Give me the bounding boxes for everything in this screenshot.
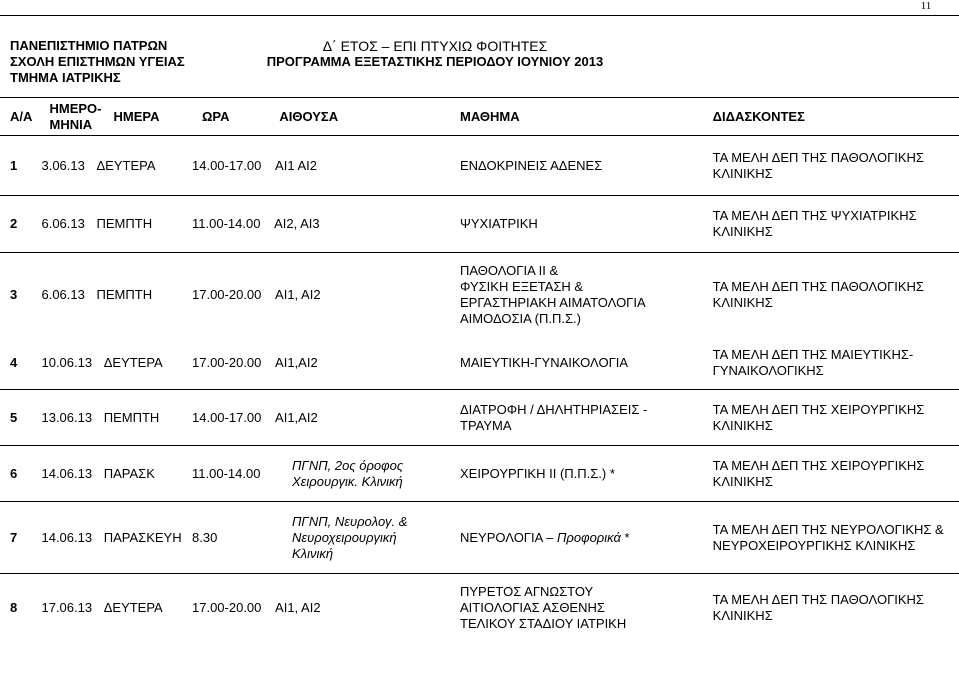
col-day: ΗΜΕΡΑ (101, 98, 202, 136)
row-number: 8 (10, 599, 18, 615)
row-date-day (37, 446, 202, 502)
row-time: 11.00-14.00 (192, 465, 261, 481)
row-course (432, 574, 679, 642)
row-time-room (192, 390, 432, 446)
row-room: ΑΙ1,ΑΙ2 (275, 355, 318, 371)
row-room: ΑΙ1,ΑΙ2 (275, 409, 318, 425)
row-time: 17.00-20.00 (192, 287, 262, 303)
course-line: ΠΥΡΕΤΟΣ ΑΓΝΩΣΤΟΥ (460, 583, 594, 599)
row-teachers: ΤΑ ΜΕΛΗ ΔΕΠ ΤΗΣ ΧΕΙΡΟΥΡΓΙΚΗΣ ΚΛΙΝΙΚΗΣ (679, 446, 959, 502)
row-room: ΑΙ1, ΑΙ2 (275, 287, 321, 303)
row-date: 14.06.13 (41, 465, 93, 481)
course-line: ΤΕΛΙΚΟΥ ΣΤΑΔΙΟΥ ΙΑΤΡΙΚΗ (460, 615, 627, 631)
year-title: Δ΄ ΕΤΟΣ – ΕΠΙ ΠΤΥΧΙΩ ΦΟΙΤΗΤΕΣ (322, 38, 548, 54)
row-room: ΑΙ1, ΑΙ2 (275, 599, 321, 615)
row-number: 2 (0, 196, 37, 253)
exam-period-title: ΠΡΟΓΡΑΜΜΑ ΕΞΕΤΑΣΤΙΚΗΣ ΠΕΡΙΟΔΟΥ ΙΟΥΝΙΟΥ 2013 (266, 54, 604, 69)
row-time: 11.00-14.00 (192, 216, 261, 231)
table-row (0, 338, 959, 390)
course-sep: – (542, 529, 557, 545)
col-teachers: ΔΙΔΑΣΚΟΝΤΕΣ (679, 98, 959, 136)
row-course: ΨΥΧΙΑΤΡΙΚΗ (432, 196, 679, 253)
row-day: ΔΕΥΤΕΡΑ (103, 599, 163, 615)
row-time-room (192, 338, 432, 390)
row-room: ΠΓΝΠ, 2ος όροφος Χειρουργικ. Κλινική (292, 457, 404, 489)
col-room: ΑΙΘΟΥΣΑ (269, 98, 432, 136)
table-row (0, 390, 959, 446)
col-course: ΜΑΘΗΜΑ (432, 98, 679, 136)
row-number: 1 (0, 136, 37, 196)
row-day: ΠΑΡΑΣΚ (103, 465, 155, 481)
course-mark: * (609, 465, 615, 481)
row-date-day (37, 502, 202, 574)
row-date-day (37, 253, 202, 338)
row-course: ΜΑΙΕΥΤΙΚΗ-ΓΥΝΑΙΚΟΛΟΓΙΑ (432, 338, 679, 390)
table-row (0, 136, 959, 196)
row-date-day (37, 136, 202, 196)
course-name: ΝΕΥΡΟΛΟΓΙΑ (460, 529, 543, 545)
row-course: ΕΝΔΟΚΡΙΝΕΙΣ ΑΔΕΝΕΣ (432, 136, 679, 196)
row-course (432, 446, 679, 502)
row-number: 5 (0, 390, 37, 446)
col-time: ΩΡΑ (202, 98, 269, 136)
row-time-room (192, 136, 432, 196)
exam-schedule-table (0, 97, 959, 642)
course-name: ΧΕΙΡΟΥΡΓΙΚΗ ΙΙ (Π.Π.Σ.) (460, 465, 607, 481)
table-row (0, 502, 959, 574)
row-number: 7 (0, 502, 37, 574)
row-time: 14.00-17.00 (192, 157, 262, 173)
row-day: ΔΕΥΤΕΡΑ (96, 157, 156, 173)
university-name: ΠΑΝΕΠΙΣΤΗΜΙΟ ΠΑΤΡΩΝ (10, 38, 168, 53)
row-course (432, 253, 679, 338)
row-date: 6.06.13 (41, 216, 85, 231)
institution-header (10, 38, 185, 86)
document-title (230, 38, 640, 70)
table-row (0, 446, 959, 502)
course-line: ΑΙΤΙΟΛΟΓΙΑΣ ΑΣΘΕΝΗΣ (460, 599, 605, 615)
course-line: ΠΑΘΟΛΟΓΙΑ ΙΙ & (460, 263, 559, 279)
col-date (37, 98, 101, 136)
row-date: 10.06.13 (41, 355, 93, 371)
row-time-room (192, 574, 432, 642)
row-time-room (192, 446, 432, 502)
row-course: ΔΙΑΤΡΟΦΗ / ΔΗΛΗΤΗΡΙΑΣΕΙΣ - ΤΡΑΥΜΑ (432, 390, 679, 446)
row-teachers: ΤΑ ΜΕΛΗ ΔΕΠ ΤΗΣ ΠΑΘΟΛΟΓΙΚΗΣ ΚΛΙΝΙΚΗΣ (712, 279, 924, 311)
row-time: 14.00-17.00 (192, 409, 262, 425)
row-number: 3 (10, 287, 18, 303)
col-date-line1: ΗΜΕΡΟ- (49, 100, 102, 116)
row-teachers: ΤΑ ΜΕΛΗ ΔΕΠ ΤΗΣ ΜΑΙΕΥΤΙΚΗΣ-ΓΥΝΑΙΚΟΛΟΓΙΚΗΣ (679, 338, 959, 390)
row-day: ΠΑΡΑΣΚΕΥΗ (103, 529, 182, 545)
course-line: ΑΙΜΟΔΟΣΙΑ (Π.Π.Σ.) (460, 311, 581, 327)
table-header-row (0, 98, 959, 136)
row-number: 4 (0, 338, 37, 390)
row-time-room (192, 253, 432, 338)
row-date-day (37, 390, 202, 446)
page-number: 11 (920, 0, 932, 12)
row-number: 6 (0, 446, 37, 502)
row-day: ΠΕΜΠΤΗ (96, 287, 153, 303)
row-date: 6.06.13 (41, 287, 85, 303)
row-date-day (37, 574, 202, 642)
row-day: ΔΕΥΤΕΡΑ (103, 355, 163, 371)
row-time-room (192, 502, 432, 574)
row-room: ΑΙ1 ΑΙ2 (275, 157, 317, 173)
table-row (0, 196, 959, 253)
row-date: 3.06.13 (41, 157, 85, 173)
row-date-day (37, 196, 202, 253)
row-room: ΑΙ2, ΑΙ3 (274, 216, 320, 231)
table-row (0, 574, 959, 642)
department-name: ΤΜΗΜΑ ΙΑΤΡΙΚΗΣ (10, 70, 121, 85)
row-teachers: ΤΑ ΜΕΛΗ ΔΕΠ ΤΗΣ ΧΕΙΡΟΥΡΓΙΚΗΣ ΚΛΙΝΙΚΗΣ (679, 390, 959, 446)
row-teachers: ΤΑ ΜΕΛΗ ΔΕΠ ΤΗΣ ΠΑΘΟΛΟΓΙΚΗΣ ΚΛΙΝΙΚΗΣ (712, 591, 924, 623)
row-day: ΠΕΜΠΤΗ (96, 216, 153, 231)
row-date: 17.06.13 (41, 599, 93, 615)
school-name: ΣΧΟΛΗ ΕΠΙΣΤΗΜΩΝ ΥΓΕΙΑΣ (10, 54, 185, 69)
course-mark: * (624, 529, 630, 545)
row-day: ΠΕΜΠΤΗ (103, 409, 160, 425)
row-room: ΠΓΝΠ, Νευρολογ. & Νευροχειρουργική Κλινική (292, 513, 408, 561)
row-time: 8.30 (192, 529, 218, 545)
row-date-day (37, 338, 202, 390)
row-date: 14.06.13 (41, 529, 93, 545)
row-date: 13.06.13 (41, 409, 93, 425)
course-line: ΦΥΣΙΚΗ ΕΞΕΤΑΣΗ & (460, 279, 584, 295)
row-course (432, 502, 679, 574)
row-time: 17.00-20.00 (192, 599, 262, 615)
course-line: ΕΡΓΑΣΤΗΡΙΑΚΗ ΑΙΜΑΤΟΛΟΓΙΑ (460, 295, 646, 311)
table-row (0, 253, 959, 338)
row-teachers: ΤΑ ΜΕΛΗ ΔΕΠ ΤΗΣ ΠΑΘΟΛΟΓΙΚΗΣ ΚΛΙΝΙΚΗΣ (679, 136, 959, 196)
col-date-line2: ΜΗΝΙΑ (49, 116, 93, 132)
row-time-room (192, 196, 432, 253)
course-oral: Προφορικά (557, 529, 621, 545)
col-aa: Α/Α (0, 98, 37, 136)
top-rule (0, 15, 959, 16)
row-time: 17.00-20.00 (192, 355, 262, 371)
row-teachers: ΤΑ ΜΕΛΗ ΔΕΠ ΤΗΣ ΝΕΥΡΟΛΟΓΙΚΗΣ & ΝΕΥΡΟΧΕΙΡΟΥΡΓΙΚΗΣ ΚΛΙΝΙΚΗΣ (679, 502, 959, 574)
row-teachers: ΤΑ ΜΕΛΗ ΔΕΠ ΤΗΣ ΨΥΧΙΑΤΡΙΚΗΣ ΚΛΙΝΙΚΗΣ (679, 196, 959, 253)
